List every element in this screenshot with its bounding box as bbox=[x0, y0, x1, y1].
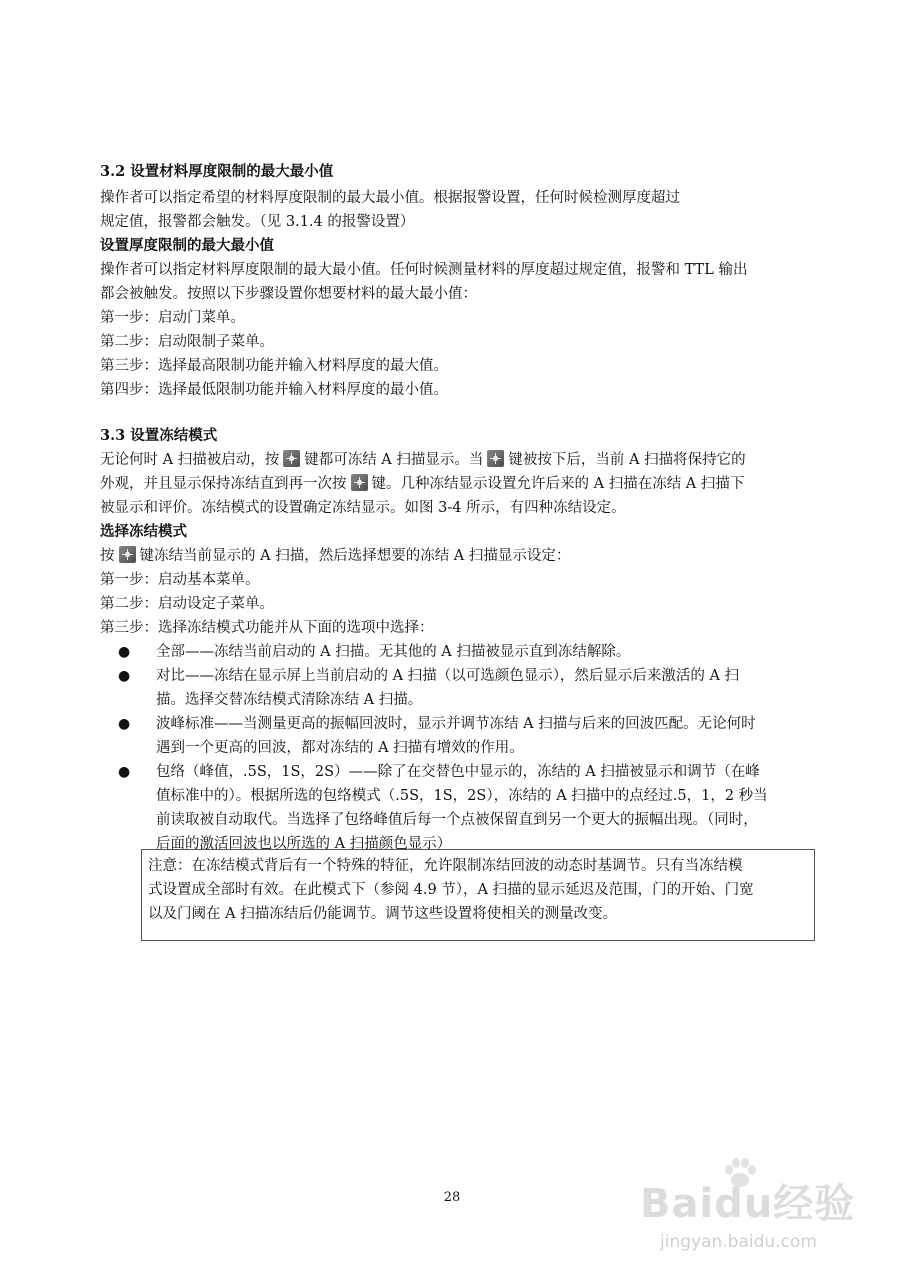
bullet-icon: ● bbox=[118, 764, 131, 780]
option-line: 波峰标准——当测量更高的振幅回波时，显示并调节冻结 A 扫描与后来的回波匹配。无论何时 bbox=[156, 716, 756, 732]
subheading-thickness-limits: 设置厚度限制的最大最小值 bbox=[100, 237, 274, 254]
option-line: 值标准中的）。根据所选的包络模式（.5S，1S，2S），冻结的 A 扫描中的点经过.5，1，2 秒当 bbox=[156, 788, 768, 804]
note-line: 式设置成全部时有效。在此模式下（参阅 4.9 节），A 扫描的显示延迟及范围，门的开始、门宽 bbox=[148, 882, 754, 898]
step-line: 第二步：启动设定子菜单。 bbox=[100, 596, 274, 612]
paragraph-line bbox=[100, 474, 812, 494]
step-line: 第三步：选择冻结模式功能并从下面的选项中选择： bbox=[100, 620, 434, 636]
note-line: 注意：在冻结模式背后有一个特殊的特征，允许限制冻结回波的动态时基调节。只有当冻结模 bbox=[148, 858, 743, 874]
text-run: 键都可冻结 A 扫描显示。当 bbox=[304, 452, 484, 468]
paragraph-line: 操作者可以指定材料厚度限制的最大最小值。任何时候测量材料的厚度超过规定值，报警和 TTL 输出 bbox=[100, 262, 748, 278]
paragraph-line: 规定值，报警都会触发。（见 3.1.4 的报警设置） bbox=[100, 214, 415, 230]
bullet-icon: ● bbox=[118, 644, 131, 660]
option-line: 描。选择交替冻结模式清除冻结 A 扫描。 bbox=[156, 692, 423, 708]
step-line: 第三步：选择最高限制功能并输入材料厚度的最大值。 bbox=[100, 358, 448, 374]
paragraph-line bbox=[100, 450, 812, 470]
subheading-select-freeze-mode: 选择冻结模式 bbox=[100, 523, 187, 540]
freeze-key-icon bbox=[351, 474, 368, 491]
paragraph-line: 操作者可以指定希望的材料厚度限制的最大最小值。根据报警设置，任何时候检测厚度超过 bbox=[100, 190, 680, 206]
text-run: 键冻结当前显示的 A 扫描，然后选择想要的冻结 A 扫描显示设定： bbox=[139, 548, 571, 564]
step-line: 第四步：选择最低限制功能并输入材料厚度的最小值。 bbox=[100, 382, 448, 398]
watermark-logo: Baidu经验 bbox=[640, 1181, 856, 1227]
text-run: 外观，并且显示保持冻结直到再一次按 bbox=[100, 476, 347, 492]
option-line: 全部——冻结当前启动的 A 扫描。无其他的 A 扫描被显示直到冻结解除。 bbox=[156, 644, 631, 660]
paragraph-line: 都会被触发。按照以下步骤设置你想要材料的最大最小值： bbox=[100, 286, 477, 302]
option-line: 包络（峰值，.5S，1S，2S）——除了在交替色中显示的，冻结的 A 扫描被显示和调节（在峰 bbox=[156, 764, 760, 780]
bullet-icon: ● bbox=[118, 668, 131, 684]
section-3-3-heading: 3.3 设置冻结模式 bbox=[100, 427, 218, 444]
text-run: 按 bbox=[100, 548, 115, 564]
option-line: 遇到一个更高的回波，都对冻结的 A 扫描有增效的作用。 bbox=[156, 740, 524, 756]
paragraph-line: 被显示和评价。冻结模式的设置确定冻结显示。如图 3-4 所示，有四种冻结设定。 bbox=[100, 500, 626, 516]
freeze-key-icon bbox=[283, 450, 300, 467]
page-number: 28 bbox=[443, 1190, 461, 1205]
option-line: 对比——冻结在显示屏上当前启动的 A 扫描（以可选颜色显示），然后显示后来激活的 A 扫 bbox=[156, 668, 740, 684]
note-line: 以及门阈在 A 扫描冻结后仍能调节。调节这些设置将使相关的测量改变。 bbox=[148, 906, 618, 922]
text-run: 无论何时 A 扫描被启动，按 bbox=[100, 452, 280, 468]
section-3-2-heading: 3.2 设置材料厚度限制的最大最小值 bbox=[100, 163, 334, 180]
bullet-icon: ● bbox=[118, 716, 131, 732]
watermark-url: jingyan.baidu.com bbox=[660, 1232, 817, 1252]
step-line: 第一步：启动门菜单。 bbox=[100, 310, 245, 326]
paragraph-line bbox=[100, 546, 812, 566]
step-line: 第一步：启动基本菜单。 bbox=[100, 572, 260, 588]
text-run: 键。几种冻结显示设置允许后来的 A 扫描在冻结 A 扫描下 bbox=[371, 476, 745, 492]
freeze-key-icon bbox=[487, 450, 504, 467]
option-line: 前读取被自动取代。当选择了包络峰值后每一个点被保留直到另一个更大的振幅出现。（同时， bbox=[156, 812, 758, 828]
freeze-key-icon bbox=[119, 546, 136, 563]
option-line: 后面的激活回波也以所选的 A 扫描颜色显示） bbox=[156, 836, 452, 852]
text-run: 键被按下后，当前 A 扫描将保持它的 bbox=[508, 452, 746, 468]
step-line: 第二步：启动限制子菜单。 bbox=[100, 334, 274, 350]
